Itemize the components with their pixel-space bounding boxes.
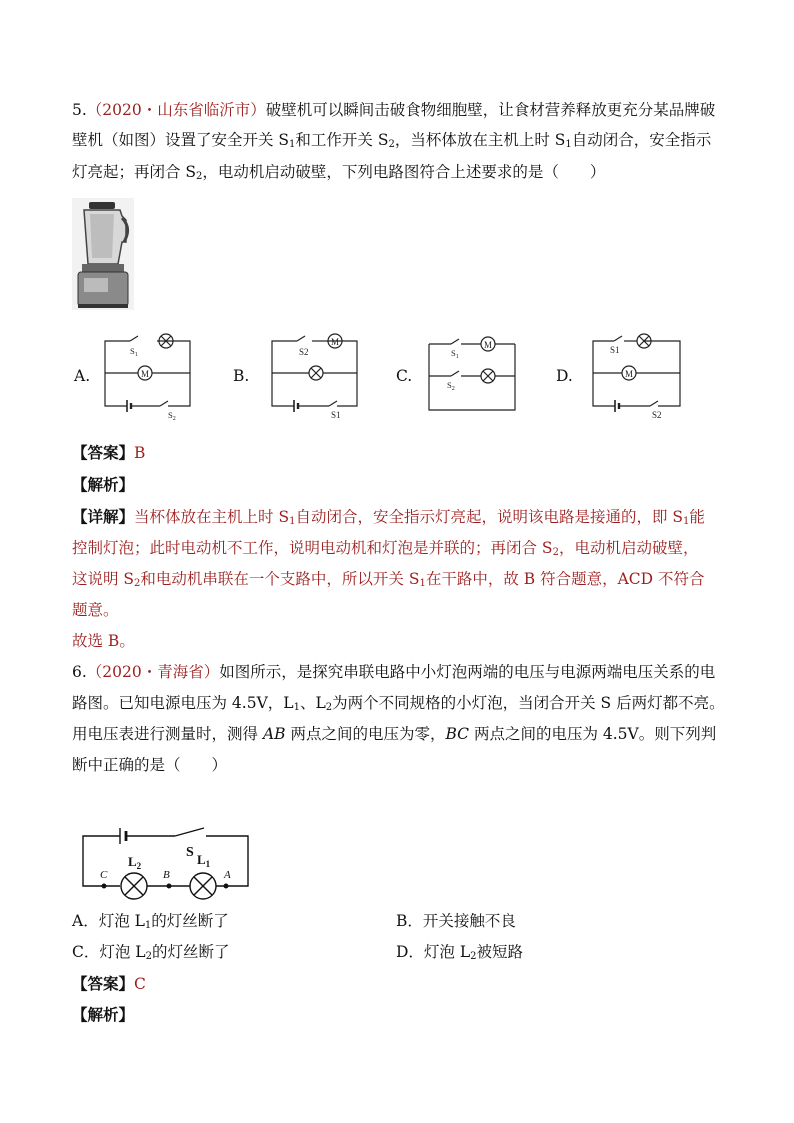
q6-line-4: 断中正确的是（ ） (72, 756, 228, 774)
switch-label: S1 (610, 345, 620, 355)
switch-label: S2 (299, 347, 309, 357)
q5-detail-line-4: 题意。 (72, 601, 119, 619)
q6-line-1: 6.（2020・青海省）如图所示，是探究串联电路中小灯泡两端的电压与电源两端电压关系的电 (72, 663, 716, 681)
switch-label: S2 (652, 410, 662, 420)
switch-label: $S_1$ (130, 346, 138, 358)
q5-detail-line-3: 这说明 $S_2$和电动机串联在一个支路中，所以开关 $S_1$在干路中，故 B 符合题意，ACD 不符合 (72, 570, 705, 589)
q6-line-2: 路图。已知电源电压为 4.5V，$L_1$、$L_2$为两个不同规格的小灯泡，当闭合开关 S 后两灯都不亮。 (72, 694, 725, 713)
q5-number: 5. (72, 101, 87, 119)
q6-answer: 【答案】C (72, 974, 146, 993)
point-c-label: C (100, 869, 108, 881)
switch-label: $S_2$ (168, 410, 176, 422)
q5-line-2: 壁机（如图）设置了安全开关 $S_1$和工作开关 $S_2$，当杯体放在主机上时 $S_1$自动闭合，安全指示 (72, 131, 712, 150)
q5-source: （2020・山东省临沂市） (86, 101, 266, 119)
lamp-l1-label: $L_1$ (197, 852, 211, 869)
option-a-label: A. (74, 367, 91, 385)
circuit-diagram-c (425, 330, 520, 422)
q5-answer: 【答案】B (72, 443, 146, 462)
q6-analysis-label: 【解析】 (72, 1005, 135, 1024)
motor-label: M (330, 337, 340, 347)
blender-image (72, 198, 134, 310)
q6-option-d: D．灯泡 $L_2$被短路 (396, 943, 524, 962)
lamp-l2-label: $L_2$ (128, 854, 142, 871)
q6-option-b: B．开关接触不良 (396, 912, 516, 930)
circuit-diagram-b (267, 330, 362, 422)
point-a-label: A (224, 869, 231, 881)
q5-detail-line-1: 【详解】当杯体放在主机上时 $S_1$自动闭合，安全指示灯亮起，说明该电路是接通的，即 $S_1$能 (72, 507, 705, 527)
q5-analysis-label: 【解析】 (72, 475, 135, 494)
circuit-diagram-a (100, 330, 195, 422)
option-b-label: B. (233, 367, 250, 385)
motor-label: M (483, 340, 493, 350)
switch-s-label: S (186, 845, 194, 860)
switch-label: $S_2$ (447, 380, 455, 392)
q5-line-3: 灯亮起；再闭合 $S_2$，电动机启动破壁，下列电路图符合上述要求的是（ ） (72, 163, 606, 182)
motor-label: M (624, 369, 634, 379)
switch-label: S1 (331, 410, 341, 420)
option-d-label: D. (556, 367, 573, 385)
q6-source: （2020・青海省） (86, 663, 220, 681)
q6-number: 6. (72, 663, 87, 681)
switch-label: $S_1$ (451, 348, 459, 360)
motor-label: M (140, 369, 150, 379)
q6-line-3: 用电压表进行测量时，测得 AB 两点之间的电压为零，BC 两点之间的电压为 4.5V。则下列判 (72, 725, 717, 743)
circuit-diagram-d (588, 330, 683, 422)
q5-line-1: 5.（2020・山东省临沂市）破壁机可以瞬间击破食物细胞壁，让食材营养释放更充分某品牌破 (72, 101, 716, 119)
series-circuit-diagram (80, 826, 255, 892)
point-b-label: B (163, 869, 170, 881)
option-c-label: C. (396, 367, 413, 385)
q5-conclusion: 故选 B。 (72, 632, 135, 650)
q6-option-a: A．灯泡 $L_1$的灯丝断了 (72, 912, 229, 931)
q5-detail-line-2: 控制灯泡；此时电动机不工作，说明电动机和灯泡是并联的；再闭合 $S_2$，电动机启动破壁， (72, 539, 699, 558)
q6-option-c: C．灯泡 $L_2$的灯丝断了 (72, 943, 230, 962)
